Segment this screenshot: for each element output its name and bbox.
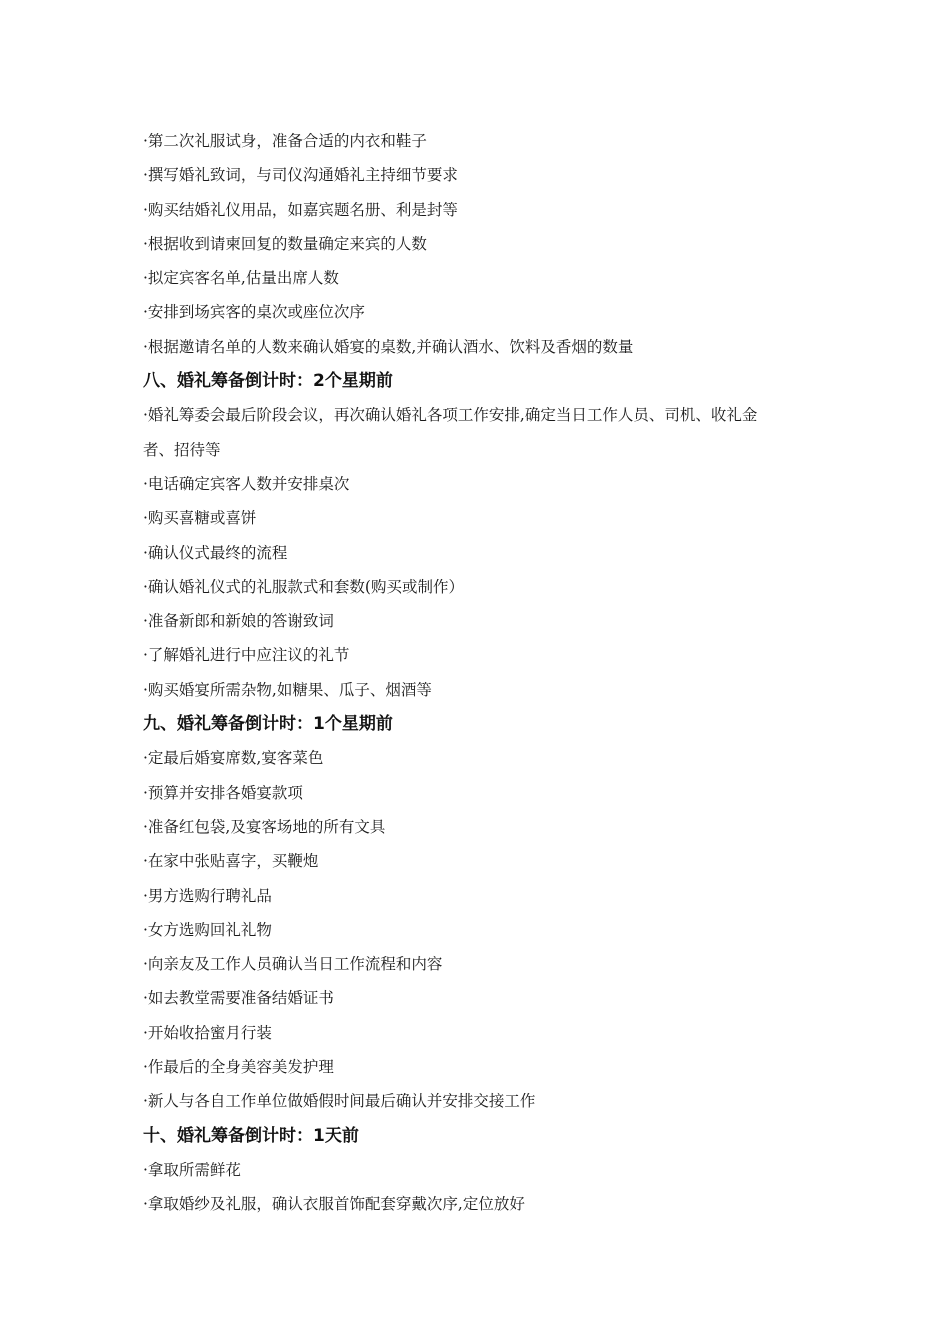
section-heading-8: 八、婚礼筹备倒计时：2个星期前	[143, 371, 393, 392]
section-heading-10: 十、婚礼筹备倒计时：1天前	[143, 1125, 359, 1146]
list-item: ·婚礼筹委会最后阶段会议，再次确认婚礼各项工作安排,确定当日工作人员、司机、收礼金	[143, 406, 758, 425]
list-item: ·预算并安排各婚宴款项	[143, 783, 303, 802]
list-item: ·向亲友及工作人员确认当日工作流程和内容	[143, 955, 443, 974]
list-item: ·根据邀请名单的人数来确认婚宴的桌数,并确认酒水、饮料及香烟的数量	[143, 337, 634, 356]
list-item: ·准备红包袋,及宴客场地的所有文具	[143, 817, 386, 836]
list-item: ·购买喜糖或喜饼	[143, 509, 257, 528]
list-item-continuation: 者、招待等	[143, 440, 221, 459]
list-item: ·男方选购行聘礼品	[143, 886, 272, 905]
list-item: ·确认婚礼仪式的礼服款式和套数(购买或制作）	[143, 577, 464, 596]
list-item: ·拟定宾客名单,估量出席人数	[143, 269, 339, 288]
list-item: ·安排到场宾客的桌次或座位次序	[143, 303, 365, 322]
list-item: ·新人与各自工作单位做婚假时间最后确认并安排交接工作	[143, 1092, 536, 1111]
list-item: ·在家中张贴喜字，买鞭炮	[143, 852, 319, 871]
list-item: ·撰写婚礼致词，与司仪沟通婚礼主持细节要求	[143, 166, 458, 185]
list-item: ·女方选购回礼礼物	[143, 920, 272, 939]
list-item: ·拿取所需鲜花	[143, 1160, 241, 1179]
list-item: ·电话确定宾客人数并安排桌次	[143, 474, 350, 493]
list-item: ·第二次礼服试身，准备合适的内衣和鞋子	[143, 132, 427, 150]
list-item: ·确认仪式最终的流程	[143, 543, 288, 562]
list-item: ·了解婚礼进行中应注议的礼节	[143, 646, 350, 665]
list-item: ·购买结婚礼仪用品，如嘉宾题名册、利是封等	[143, 200, 458, 219]
document-page	[143, 124, 823, 1222]
section-heading-9: 九、婚礼筹备倒计时：1个星期前	[143, 714, 393, 735]
list-item: ·作最后的全身美容美发护理	[143, 1058, 334, 1077]
list-item: ·购买婚宴所需杂物,如糖果、瓜子、烟酒等	[143, 680, 432, 699]
list-item: ·准备新郎和新娘的答谢致词	[143, 612, 334, 631]
list-item: ·开始收拾蜜月行装	[143, 1023, 272, 1042]
list-item: ·拿取婚纱及礼服，确认衣服首饰配套穿戴次序,定位放好	[143, 1195, 525, 1214]
list-item: ·根据收到请柬回复的数量确定来宾的人数	[143, 234, 427, 253]
list-item: ·定最后婚宴席数,宴客菜色	[143, 749, 324, 768]
list-item: ·如去教堂需要准备结婚证书	[143, 989, 334, 1008]
